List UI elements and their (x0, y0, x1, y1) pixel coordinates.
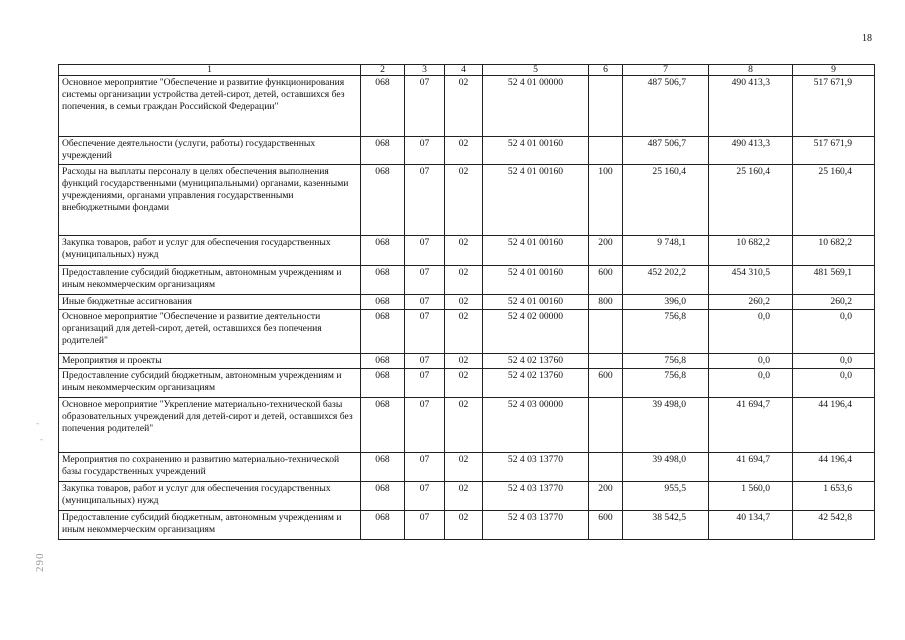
amount-year-3: 517 671,9 (793, 137, 875, 165)
subsection-code: 02 (445, 236, 483, 266)
amount-year-3: 0,0 (793, 354, 875, 369)
subsection-code: 02 (445, 398, 483, 453)
expense-type-code (589, 398, 623, 453)
row-description: Основное мероприятие "Обеспечение и развитие функционирования системы организации устройства детей-сирот, детей, оставшихся без попечения, в семьи граждан Российской Федерации" (59, 76, 361, 137)
table-body (59, 65, 875, 540)
table-row (59, 236, 875, 266)
section-code: 07 (405, 137, 445, 165)
expense-type-code: 200 (589, 236, 623, 266)
section-code: 07 (405, 266, 445, 295)
amount-year-1: 39 498,0 (623, 398, 709, 453)
amount-year-2: 25 160,4 (709, 165, 793, 236)
amount-year-2: 0,0 (709, 310, 793, 354)
column-number: 5 (483, 65, 589, 76)
column-number: 8 (709, 65, 793, 76)
ministry-code: 068 (361, 76, 405, 137)
amount-year-3: 44 196,4 (793, 398, 875, 453)
amount-year-3: 0,0 (793, 369, 875, 398)
target-article-code: 52 4 02 13760 (483, 354, 589, 369)
row-description: Закупка товаров, работ и услуг для обеспечения государственных (муниципальных) нужд (59, 482, 361, 511)
expense-type-code (589, 137, 623, 165)
subsection-code: 02 (445, 369, 483, 398)
amount-year-2: 41 694,7 (709, 398, 793, 453)
row-description: Обеспечение деятельности (услуги, работы) государственных учреждений (59, 137, 361, 165)
target-article-code: 52 4 01 00160 (483, 295, 589, 310)
section-code: 07 (405, 236, 445, 266)
budget-table (58, 64, 875, 540)
margin-dash: ‑ (36, 418, 39, 428)
table-row (59, 482, 875, 511)
amount-year-2: 1 560,0 (709, 482, 793, 511)
amount-year-1: 487 506,7 (623, 76, 709, 137)
row-description: Предоставление субсидий бюджетным, автономным учреждениям и иным некоммерческим организациям (59, 266, 361, 295)
amount-year-1: 452 202,2 (623, 266, 709, 295)
margin-dash: ‑ (40, 434, 43, 444)
amount-year-1: 396,0 (623, 295, 709, 310)
ministry-code: 068 (361, 137, 405, 165)
expense-type-code (589, 310, 623, 354)
target-article-code: 52 4 01 00160 (483, 236, 589, 266)
row-description: Предоставление субсидий бюджетным, автономным учреждениям и иным некоммерческим организациям (59, 511, 361, 540)
table-row (59, 369, 875, 398)
margin-stamp: 290 (34, 552, 46, 572)
table-row (59, 511, 875, 540)
subsection-code: 02 (445, 295, 483, 310)
amount-year-1: 756,8 (623, 310, 709, 354)
section-code: 07 (405, 453, 445, 482)
expense-type-code: 200 (589, 482, 623, 511)
ministry-code: 068 (361, 482, 405, 511)
amount-year-2: 0,0 (709, 354, 793, 369)
ministry-code: 068 (361, 511, 405, 540)
amount-year-2: 454 310,5 (709, 266, 793, 295)
table-row (59, 453, 875, 482)
amount-year-3: 517 671,9 (793, 76, 875, 137)
amount-year-2: 41 694,7 (709, 453, 793, 482)
amount-year-3: 481 569,1 (793, 266, 875, 295)
amount-year-2: 260,2 (709, 295, 793, 310)
target-article-code: 52 4 03 13770 (483, 482, 589, 511)
section-code: 07 (405, 369, 445, 398)
ministry-code: 068 (361, 369, 405, 398)
section-code: 07 (405, 76, 445, 137)
target-article-code: 52 4 01 00160 (483, 165, 589, 236)
column-number: 2 (361, 65, 405, 76)
section-code: 07 (405, 310, 445, 354)
amount-year-1: 955,5 (623, 482, 709, 511)
expense-type-code: 600 (589, 369, 623, 398)
table-row (59, 295, 875, 310)
row-description: Иные бюджетные ассигнования (59, 295, 361, 310)
row-description: Закупка товаров, работ и услуг для обеспечения государственных (муниципальных) нужд (59, 236, 361, 266)
amount-year-2: 490 413,3 (709, 137, 793, 165)
amount-year-2: 490 413,3 (709, 76, 793, 137)
ministry-code: 068 (361, 236, 405, 266)
amount-year-1: 756,8 (623, 369, 709, 398)
column-number: 6 (589, 65, 623, 76)
amount-year-3: 42 542,8 (793, 511, 875, 540)
expense-type-code (589, 453, 623, 482)
row-description: Расходы на выплаты персоналу в целях обеспечения выполнения функций государственными (муниципальными) органами, казенными учреждениями, органами управления государственными внебюджетными фондами (59, 165, 361, 236)
subsection-code: 02 (445, 266, 483, 295)
column-number: 7 (623, 65, 709, 76)
subsection-code: 02 (445, 453, 483, 482)
amount-year-3: 1 653,6 (793, 482, 875, 511)
target-article-code: 52 4 01 00160 (483, 266, 589, 295)
target-article-code: 52 4 01 00000 (483, 76, 589, 137)
row-description: Основное мероприятие "Укрепление материально-технической базы образовательных учреждений для детей-сирот и детей, оставшихся без попечения родителей" (59, 398, 361, 453)
amount-year-1: 38 542,5 (623, 511, 709, 540)
amount-year-2: 0,0 (709, 369, 793, 398)
target-article-code: 52 4 03 13770 (483, 511, 589, 540)
expense-type-code: 100 (589, 165, 623, 236)
amount-year-1: 25 160,4 (623, 165, 709, 236)
column-number: 1 (59, 65, 361, 76)
section-code: 07 (405, 398, 445, 453)
subsection-code: 02 (445, 165, 483, 236)
ministry-code: 068 (361, 266, 405, 295)
row-description: Мероприятия по сохранению и развитию материально-технической базы государственных учреждений (59, 453, 361, 482)
table-row (59, 354, 875, 369)
row-description: Основное мероприятие "Обеспечение и развитие деятельности организаций для детей-сирот, детей, оставшихся без попечения родителей" (59, 310, 361, 354)
page-number: 18 (862, 33, 872, 44)
ministry-code: 068 (361, 354, 405, 369)
table-header-row (59, 65, 875, 76)
subsection-code: 02 (445, 482, 483, 511)
ministry-code: 068 (361, 295, 405, 310)
section-code: 07 (405, 165, 445, 236)
row-description: Предоставление субсидий бюджетным, автономным учреждениям и иным некоммерческим организациям (59, 369, 361, 398)
amount-year-3: 25 160,4 (793, 165, 875, 236)
amount-year-2: 40 134,7 (709, 511, 793, 540)
subsection-code: 02 (445, 310, 483, 354)
column-number: 9 (793, 65, 875, 76)
target-article-code: 52 4 03 00000 (483, 398, 589, 453)
amount-year-3: 260,2 (793, 295, 875, 310)
column-number: 4 (445, 65, 483, 76)
target-article-code: 52 4 03 13770 (483, 453, 589, 482)
section-code: 07 (405, 354, 445, 369)
table-row (59, 398, 875, 453)
table-row (59, 137, 875, 165)
ministry-code: 068 (361, 165, 405, 236)
target-article-code: 52 4 02 00000 (483, 310, 589, 354)
column-number: 3 (405, 65, 445, 76)
subsection-code: 02 (445, 137, 483, 165)
subsection-code: 02 (445, 76, 483, 137)
table-row (59, 266, 875, 295)
subsection-code: 02 (445, 511, 483, 540)
section-code: 07 (405, 511, 445, 540)
expense-type-code (589, 76, 623, 137)
expense-type-code: 600 (589, 511, 623, 540)
expense-type-code: 600 (589, 266, 623, 295)
amount-year-3: 44 196,4 (793, 453, 875, 482)
amount-year-1: 487 506,7 (623, 137, 709, 165)
subsection-code: 02 (445, 354, 483, 369)
target-article-code: 52 4 01 00160 (483, 137, 589, 165)
ministry-code: 068 (361, 310, 405, 354)
table-row (59, 76, 875, 137)
ministry-code: 068 (361, 398, 405, 453)
table-row (59, 310, 875, 354)
amount-year-2: 10 682,2 (709, 236, 793, 266)
amount-year-1: 9 748,1 (623, 236, 709, 266)
expense-type-code: 800 (589, 295, 623, 310)
amount-year-1: 39 498,0 (623, 453, 709, 482)
ministry-code: 068 (361, 453, 405, 482)
target-article-code: 52 4 02 13760 (483, 369, 589, 398)
expense-type-code (589, 354, 623, 369)
section-code: 07 (405, 295, 445, 310)
table-row (59, 165, 875, 236)
amount-year-1: 756,8 (623, 354, 709, 369)
amount-year-3: 10 682,2 (793, 236, 875, 266)
amount-year-3: 0,0 (793, 310, 875, 354)
section-code: 07 (405, 482, 445, 511)
row-description: Мероприятия и проекты (59, 354, 361, 369)
